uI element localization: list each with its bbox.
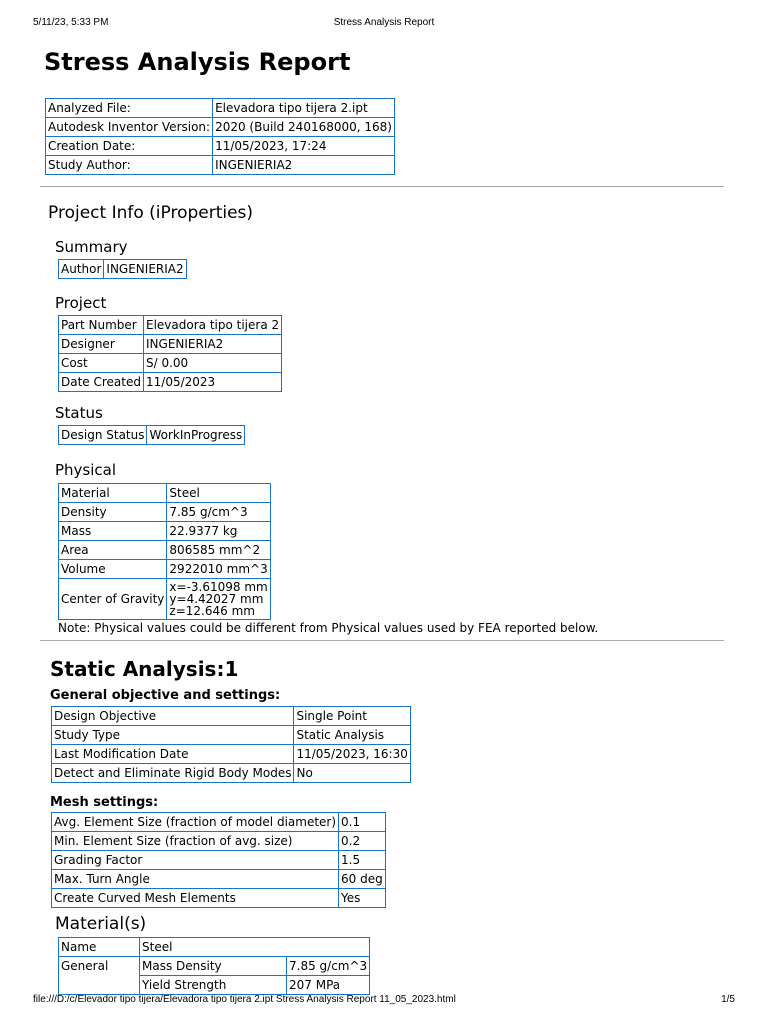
- table-cell: Max. Turn Angle: [52, 870, 339, 889]
- print-url: file:///D:/c/Elevador tipo tijera/Elevadora tipo tijera 2.ipt Stress Analysis Report 11_05_2023.html: [33, 994, 456, 1005]
- table-row: [59, 260, 187, 279]
- table-row: [46, 118, 395, 137]
- divider: [40, 640, 724, 641]
- table-cell: Design Status: [59, 426, 147, 445]
- table-row: [59, 541, 271, 560]
- table-cell: INGENIERIA2: [104, 260, 186, 279]
- table-cell: Avg. Element Size (fraction of model diameter): [52, 813, 339, 832]
- table-cell: Single Point: [294, 707, 410, 726]
- table-cell: Detect and Eliminate Rigid Body Modes: [52, 764, 294, 783]
- materials-heading: Material(s): [55, 914, 147, 934]
- table-row: [52, 726, 411, 745]
- table-cell: [167, 579, 270, 620]
- table-cell: Volume: [59, 560, 167, 579]
- table-cell: 2020 (Build 240168000, 168): [213, 118, 395, 137]
- table-cell: Static Analysis: [294, 726, 410, 745]
- print-datetime: 5/11/23, 5:33 PM: [33, 17, 109, 28]
- table-cell: S/ 0.00: [144, 354, 282, 373]
- report-title: Stress Analysis Report: [44, 48, 351, 76]
- table-row: [52, 813, 386, 832]
- physical-note: Note: Physical values could be different from Physical values used by FEA reported below.: [58, 621, 599, 635]
- table-cell: 11/05/2023: [144, 373, 282, 392]
- print-page-number: 1/5: [721, 994, 735, 1005]
- mesh-settings-heading: Mesh settings:: [50, 795, 159, 810]
- table-row: [59, 426, 245, 445]
- table-cell: 60 deg: [339, 870, 386, 889]
- table-row: [46, 99, 395, 118]
- cog-y: y=4.42027 mm: [169, 592, 264, 606]
- table-cell: Min. Element Size (fraction of avg. size): [52, 832, 339, 851]
- table-cell: 0.2: [339, 832, 386, 851]
- table-row: [46, 137, 395, 156]
- divider: [40, 186, 724, 187]
- table-cell: Designer: [59, 335, 144, 354]
- static-analysis-title: Static Analysis:1: [50, 657, 239, 681]
- table-row: [59, 957, 370, 976]
- table-cell: Density: [59, 503, 167, 522]
- table-row: [52, 745, 411, 764]
- table-row: [59, 503, 271, 522]
- physical-table: [58, 483, 271, 620]
- table-cell: General: [59, 957, 140, 995]
- table-row: [52, 707, 411, 726]
- table-cell: Elevadora tipo tijera 2: [144, 316, 282, 335]
- table-cell: Analyzed File:: [46, 99, 213, 118]
- table-row: [52, 889, 386, 908]
- table-row: [59, 335, 282, 354]
- table-row: [52, 764, 411, 783]
- status-table: [58, 425, 245, 445]
- table-cell: Mass Density: [140, 957, 287, 976]
- table-cell: 806585 mm^2: [167, 541, 270, 560]
- table-cell: Grading Factor: [52, 851, 339, 870]
- cog-x: x=-3.61098 mm: [169, 580, 268, 594]
- mesh-settings-table: [51, 812, 386, 908]
- table-row: [59, 316, 282, 335]
- table-cell: Create Curved Mesh Elements: [52, 889, 339, 908]
- table-cell: Date Created: [59, 373, 144, 392]
- print-header: [33, 17, 735, 31]
- table-cell: No: [294, 764, 410, 783]
- print-title: Stress Analysis Report: [333, 17, 435, 28]
- table-cell: Center of Gravity: [59, 579, 167, 620]
- table-cell: Area: [59, 541, 167, 560]
- table-cell: Last Modification Date: [52, 745, 294, 764]
- file-info-table: [45, 98, 395, 175]
- table-cell: Study Author:: [46, 156, 213, 175]
- table-cell: 1.5: [339, 851, 386, 870]
- table-cell: 11/05/2023, 17:24: [213, 137, 395, 156]
- table-row: [59, 579, 271, 620]
- table-cell: Cost: [59, 354, 144, 373]
- table-cell: Design Objective: [52, 707, 294, 726]
- cog-z: z=12.646 mm: [169, 604, 255, 618]
- table-cell: INGENIERIA2: [213, 156, 395, 175]
- physical-heading: Physical: [55, 461, 117, 479]
- table-cell: Autodesk Inventor Version:: [46, 118, 213, 137]
- table-row: [52, 832, 386, 851]
- table-row: [59, 938, 370, 957]
- table-cell: 207 MPa: [287, 976, 370, 995]
- table-cell: Elevadora tipo tijera 2.ipt: [213, 99, 395, 118]
- project-heading: Project: [55, 294, 107, 312]
- table-cell: 7.85 g/cm^3: [167, 503, 270, 522]
- table-cell: 22.9377 kg: [167, 522, 270, 541]
- table-cell: Part Number: [59, 316, 144, 335]
- table-cell: Yield Strength: [140, 976, 287, 995]
- project-info-heading: Project Info (iProperties): [48, 203, 254, 223]
- table-row: [59, 522, 271, 541]
- table-row: [46, 156, 395, 175]
- general-settings-table: [51, 706, 411, 783]
- status-heading: Status: [55, 404, 103, 422]
- project-table: [58, 315, 282, 392]
- table-row: [59, 354, 282, 373]
- summary-table: [58, 259, 187, 279]
- summary-heading: Summary: [55, 238, 128, 256]
- table-cell: Name: [59, 938, 140, 957]
- table-cell: INGENIERIA2: [144, 335, 282, 354]
- table-cell: Steel: [167, 484, 270, 503]
- table-cell: Material: [59, 484, 167, 503]
- table-cell: 0.1: [339, 813, 386, 832]
- table-row: [52, 870, 386, 889]
- material-table: [58, 937, 370, 995]
- table-cell: Yes: [339, 889, 386, 908]
- table-cell: 2922010 mm^3: [167, 560, 270, 579]
- table-cell: WorkInProgress: [147, 426, 245, 445]
- general-settings-heading: General objective and settings:: [50, 688, 281, 703]
- table-cell: Author: [59, 260, 104, 279]
- table-row: [59, 373, 282, 392]
- table-row: [52, 851, 386, 870]
- table-cell: Mass: [59, 522, 167, 541]
- table-cell: 7.85 g/cm^3: [287, 957, 370, 976]
- table-cell: Study Type: [52, 726, 294, 745]
- table-row: [59, 560, 271, 579]
- print-footer: [33, 994, 735, 1008]
- table-cell: 11/05/2023, 16:30: [294, 745, 410, 764]
- table-cell: Creation Date:: [46, 137, 213, 156]
- table-cell: Steel: [140, 938, 370, 957]
- table-row: [59, 484, 271, 503]
